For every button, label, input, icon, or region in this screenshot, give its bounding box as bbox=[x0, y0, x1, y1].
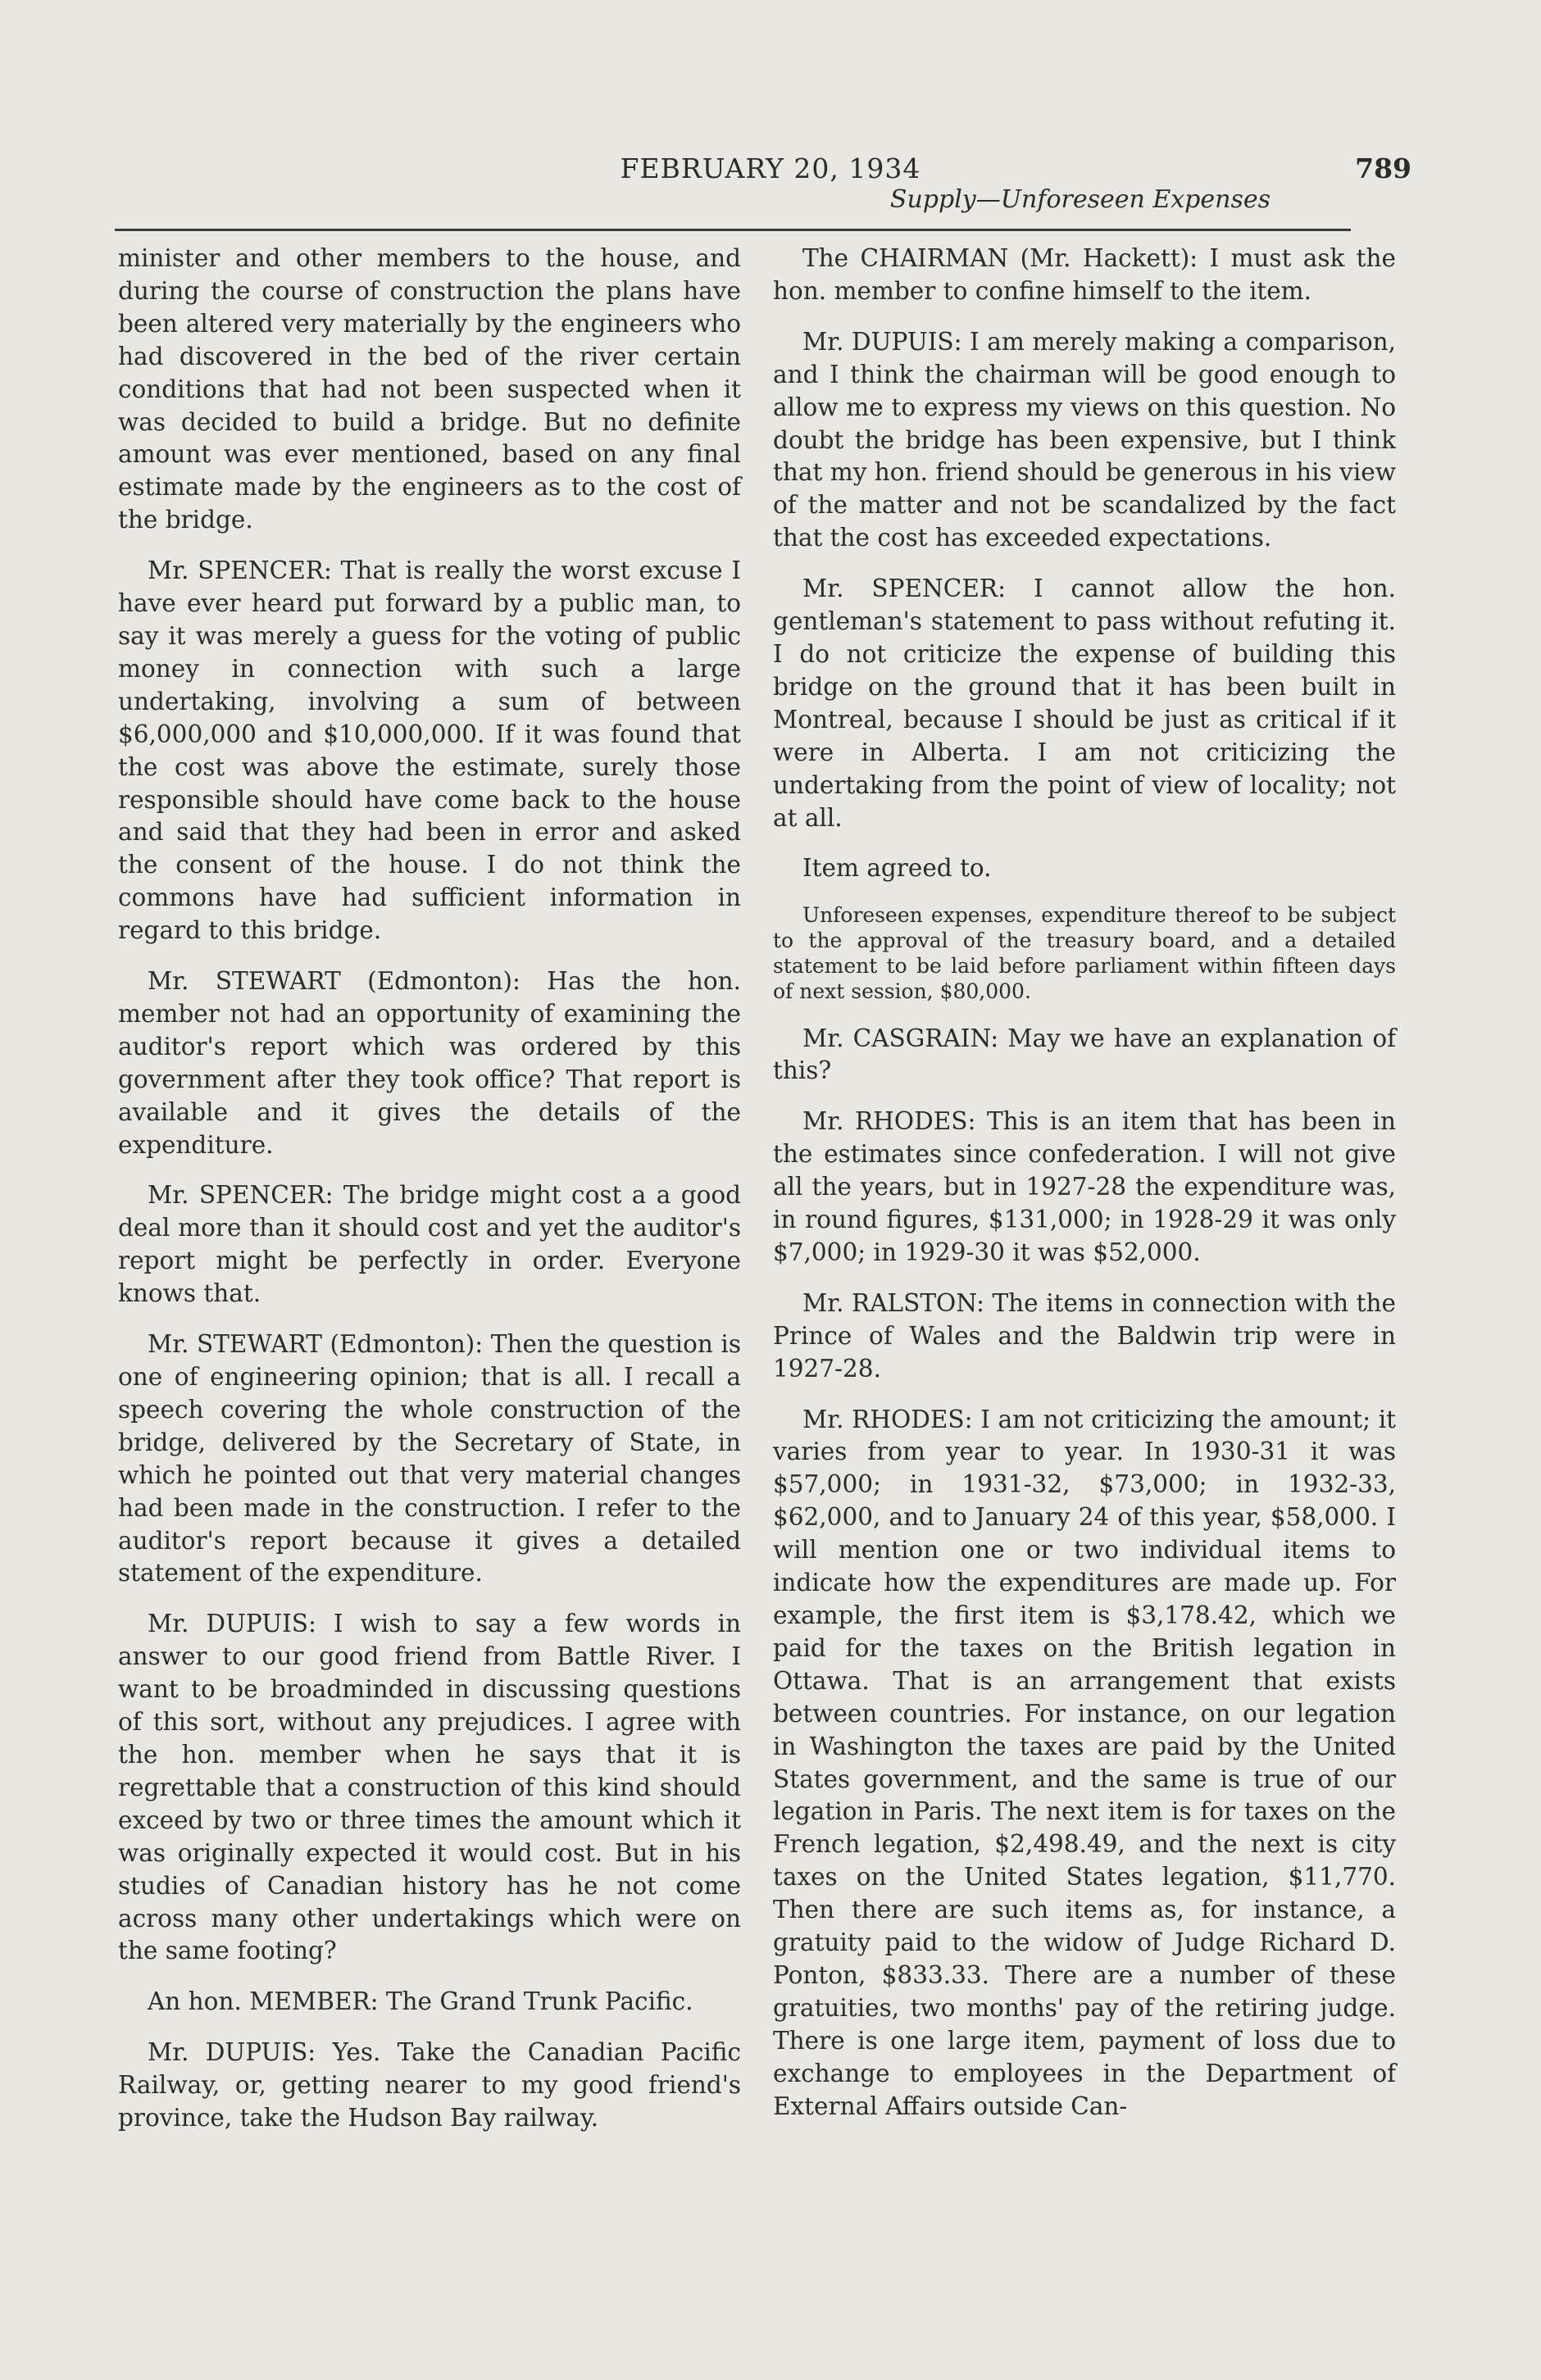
paragraph: Mr. CASGRAIN: May we have an explanation of this? bbox=[773, 1024, 1396, 1085]
paragraph: Mr. SPENCER: I cannot allow the hon. gentleman's statement to pass without refuting it. I do not criticize the expense of building this bridge on the ground that it has been built in Montreal, because I should be just as critical if it were in Alberta. I am not criticizing the undertaking from the point of view of locality; not at all. bbox=[773, 575, 1396, 832]
page-date: FEBRUARY 20, 1934 bbox=[620, 152, 921, 184]
paragraph: Mr. STEWART (Edmonton): Then the question is one of engineering opinion; that is all. I recall a speech covering the whole construction of the bridge, delivered by the Secretary of State, in which he pointed out that very material changes had been made in the construction. I refer to the auditor's report because it gives a detailed statement of the expenditure. bbox=[118, 1330, 741, 1587]
paragraph: Mr. DUPUIS: I am merely making a comparison, and I think the chairman will be good enough to allow me to express my views on this question. No doubt the bridge has been expensive, but I think that my hon. friend should be generous in his view of the matter and not be scandalized by the fact that the cost has exceeded expectations. bbox=[773, 327, 1396, 552]
paragraph: Mr. RHODES: I am not criticizing the amount; it varies from year to year. In 1930-31 it was $57,000; in 1931-32, $73,000; in 1932-33, $62,000, and to January 24 of this year, $58,000. I will mention one or two individual items to indicate how the expenditures are made up. For example, the first item is $3,178.42, which we paid for the taxes on the British legation in Ottawa. That is an arrangement that exists between countries. For instance, on our legation in Washington the taxes are paid by the United States government, and the same is true of our legation in Paris. The next item is for taxes on the French legation, $2,498.49, and the next is city taxes on the United States legation, $11,770. Then there are such items as, for instance, a gratuity paid to the widow of Judge Richard D. Ponton, $833.33. There are a number of these gratuities, two months' pay of the retiring judge. There is one large item, payment of loss due to exchange to employees in the Department of External Affairs outside Can- bbox=[773, 1405, 1396, 2120]
paragraph: Mr. SPENCER: That is really the worst excuse I have ever heard put forward by a public man, to say it was merely a guess for the voting of public money in connection with such a large undertaking, involving a sum of between $6,000,000 and $10,000,000. If it was found that the cost was above the estimate, surely those responsible should have come back to the house and said that they had been in error and asked the consent of the house. I do not think the commons have had sufficient information in regard to this bridge. bbox=[118, 556, 741, 945]
left-column bbox=[118, 243, 741, 2153]
estimate-item-quote: Unforeseen expenses, expenditure thereof to be subject to the approval of the treasury board, and a detailed statement to be laid before parliament within fifteen days of next session, $80,000. bbox=[773, 903, 1396, 1003]
paragraph: Mr. SPENCER: The bridge might cost a a good deal more than it should cost and yet the auditor's report might be perfectly in order. Everyone knows that. bbox=[118, 1181, 741, 1308]
paragraph: Mr. DUPUIS: Yes. Take the Canadian Pacific Railway, or, getting nearer to my good friend's province, take the Hudson Bay railway. bbox=[118, 2038, 741, 2132]
right-column bbox=[773, 243, 1396, 2142]
paragraph: minister and other members to the house, and during the course of construction the plans have been altered very materially by the engineers who had discovered in the bed of the river certain conditions that had not been suspected when it was decided to build a bridge. But no definite amount was ever mentioned, based on any final estimate made by the engineers as to the cost of the bridge. bbox=[118, 244, 741, 534]
paragraph: Mr. STEWART (Edmonton): Has the hon. member not had an opportunity of examining the auditor's report which was ordered by this government after they took office? That report is available and it gives the details of the expenditure. bbox=[118, 967, 741, 1159]
section-subtitle: Supply—Unforeseen Expenses bbox=[889, 185, 1271, 214]
paragraph: The CHAIRMAN (Mr. Hackett): I must ask the hon. member to confine himself to the item. bbox=[773, 244, 1396, 305]
paragraph: Mr. RHODES: This is an item that has been in the estimates since confederation. I will not give all the years, but in 1927-28 the expenditure was, in round figures, $131,000; in 1928-29 it was only $7,000; in 1929-30 it was $52,000. bbox=[773, 1107, 1396, 1266]
header-rule bbox=[115, 229, 1351, 231]
paragraph: Mr. RALSTON: The items in connection with the Prince of Wales and the Baldwin trip were in 1927-28. bbox=[773, 1288, 1396, 1383]
page-number: 789 bbox=[1355, 152, 1411, 184]
item-agreed: Item agreed to. bbox=[802, 854, 992, 883]
paragraph: Mr. DUPUIS: I wish to say a few words in answer to our good friend from Battle River. I want to be broadminded in discussing questions of this sort, without any prejudices. I agree with the hon. member when he says that it is regrettable that a construction of this kind should exceed by two or three times the amount which it was originally expected it would cost. But in his studies of Canadian history has he not come across many other undertakings which were on the same footing? bbox=[118, 1610, 741, 1965]
paragraph: An hon. MEMBER: The Grand Trunk Pacific. bbox=[148, 1987, 693, 2016]
